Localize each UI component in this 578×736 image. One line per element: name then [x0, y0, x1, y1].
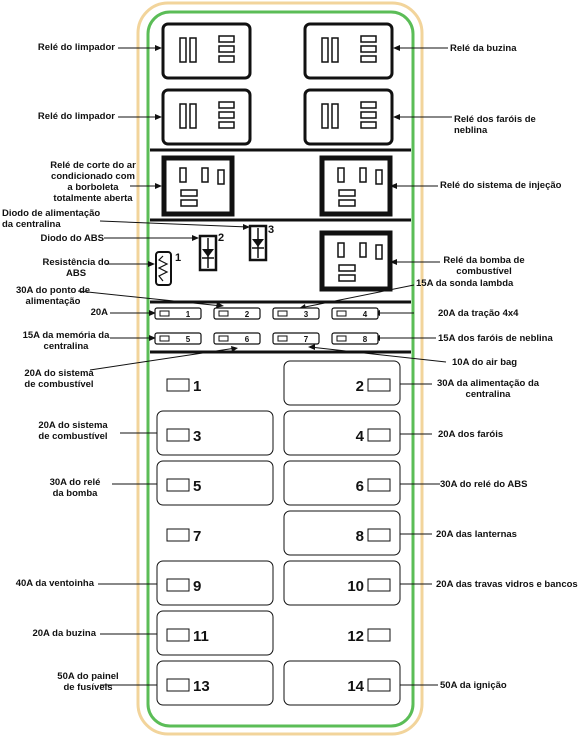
small-fuse-number: 8	[362, 335, 368, 344]
small-fuse-row	[155, 308, 378, 344]
small-fuse-6	[214, 333, 260, 344]
label-f20-sistema-comb-2: 20A do sistema de combustível	[38, 420, 108, 442]
relay-fuel-pump	[322, 233, 390, 289]
label-f15-farois-neblina: 15A dos faróis de neblina	[438, 333, 553, 344]
label-rele-farois-neblina: Relé dos faróis de neblina	[454, 114, 536, 136]
label-f20-tracao: 20A da tração 4x4	[438, 308, 519, 319]
small-fuse-8	[332, 333, 378, 344]
label-rele-limpador-2: Relé do limpador	[37, 111, 115, 122]
relay-number-1: 1	[175, 252, 182, 264]
large-fuse-number: 14	[347, 678, 364, 695]
label-rele-bomba: Relé da bomba de combustível	[443, 255, 525, 277]
large-fuse-13	[157, 661, 273, 705]
diode-power	[250, 226, 266, 260]
relay-horn	[305, 24, 392, 78]
large-fuse-number: 13	[193, 678, 210, 695]
label-diodo-abs: Diodo do ABS	[40, 233, 104, 244]
large-fuse-2	[284, 361, 400, 405]
small-fuse-number: 5	[185, 335, 191, 344]
large-fuse-9	[157, 561, 273, 605]
large-fuse-grid	[157, 361, 400, 705]
large-fuse-5	[157, 461, 273, 505]
label-rele-buzina: Relé da buzina	[450, 43, 517, 54]
large-fuse-6	[284, 461, 400, 505]
label-f20-sistema-comb-1: 20A do sistema de combustível	[24, 368, 94, 390]
label-f50-ignicao: 50A da ignição	[440, 680, 507, 691]
small-fuse-2	[214, 308, 260, 319]
small-fuse-number: 1	[185, 310, 191, 319]
diode-abs	[200, 236, 216, 270]
large-fuse-7	[167, 528, 201, 545]
label-f20-small: 20A	[90, 307, 108, 318]
label-f20-farois: 20A dos faróis	[438, 429, 504, 440]
label-f15-sonda: 15A da sonda lambda	[416, 278, 514, 289]
resistor-abs	[156, 252, 171, 285]
label-f20-lanternas: 20A das lanternas	[436, 529, 517, 540]
label-f20-travas: 20A das travas vidros e bancos	[436, 579, 578, 590]
label-f30-alim-centralina: 30A da alimentação da centralina	[436, 378, 540, 400]
large-fuse-number: 1	[193, 378, 202, 395]
large-fuse-number: 6	[355, 478, 364, 495]
label-f40-ventoinha: 40A da ventoinha	[15, 578, 94, 589]
label-rele-limpador-1: Relé do limpador	[37, 42, 115, 53]
large-fuse-1	[167, 378, 201, 395]
large-fuse-number: 3	[193, 428, 202, 445]
relay-number-2: 2	[218, 232, 225, 244]
label-f30-ponto-alimentacao: 30A do ponto de alimentação	[15, 285, 91, 307]
large-fuse-14	[284, 661, 400, 705]
relay-fog-lights	[305, 90, 392, 144]
small-fuse-7	[273, 333, 319, 344]
label-f30-rele-bomba: 30A do relé da bomba	[49, 477, 101, 499]
small-fuse-5	[155, 333, 201, 344]
large-fuse-number: 10	[347, 578, 364, 595]
relay-wiper-1	[163, 24, 250, 78]
large-fuse-number: 4	[355, 428, 364, 445]
label-f50-painel: 50A do painel de fusíveis	[57, 671, 119, 693]
label-f10-air-bag: 10A do air bag	[452, 357, 518, 368]
small-fuse-3	[273, 308, 319, 319]
large-fuse-number: 12	[347, 628, 364, 645]
large-fuse-number: 2	[355, 378, 364, 395]
small-fuse-number: 2	[244, 310, 250, 319]
large-fuse-number: 8	[355, 528, 364, 545]
large-fuse-3	[157, 411, 273, 455]
label-rele-injecao: Relé do sistema de injeção	[440, 180, 562, 191]
label-rele-corte-ar: Relé de corte do ar condicionado com a borboleta totalmente aberta	[50, 160, 136, 204]
large-fuse-10	[284, 561, 400, 605]
large-fuse-number: 9	[193, 578, 202, 595]
small-fuse-number: 3	[303, 310, 309, 319]
large-fuse-number: 11	[193, 628, 209, 645]
large-fuse-11	[157, 611, 273, 655]
large-fuse-number: 7	[193, 528, 202, 545]
large-fuse-4	[284, 411, 400, 455]
small-fuse-number: 6	[244, 335, 250, 344]
relay-injection	[322, 158, 390, 214]
label-f30-rele-abs: 30A do relé do ABS	[440, 479, 528, 490]
large-fuse-8	[284, 511, 400, 555]
relay-ac-cutoff	[164, 158, 232, 214]
label-f20-buzina: 20A da buzina	[32, 628, 96, 639]
label-resistencia-abs: Resistência do ABS	[42, 257, 110, 279]
small-fuse-1	[155, 308, 201, 319]
relay-number-3: 3	[268, 224, 275, 236]
small-fuse-number: 4	[362, 310, 368, 319]
relay-wiper-2	[163, 90, 250, 144]
small-fuse-number: 7	[303, 335, 309, 344]
large-fuse-number: 5	[193, 478, 202, 495]
large-fuse-12	[347, 628, 390, 645]
label-diodo-alimentacao: Diodo de alimentação da centralina	[2, 208, 101, 230]
small-fuse-4	[332, 308, 378, 319]
label-f15-memoria: 15A da memória da centralina	[22, 330, 110, 352]
